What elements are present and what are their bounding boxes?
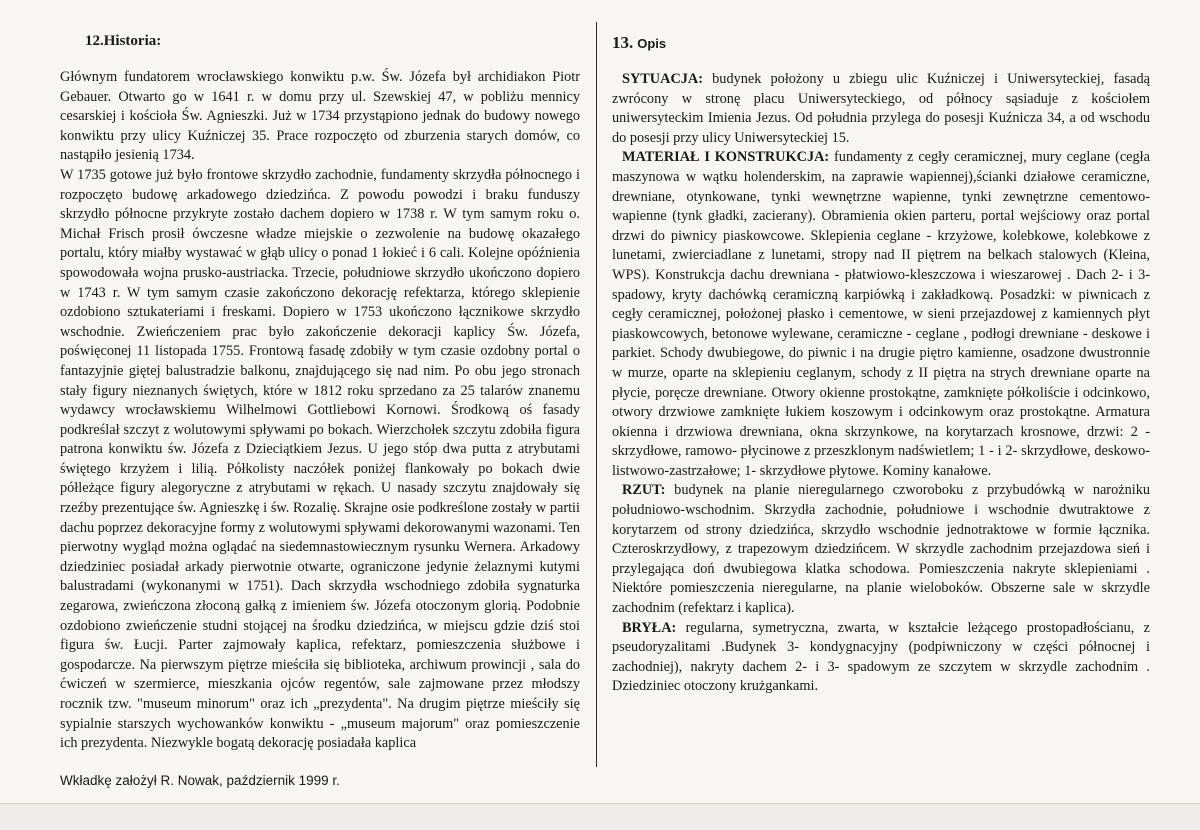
column-divider	[596, 22, 597, 767]
historia-paragraph-1: Głównym fundatorem wrocławskiego konwiktu p.w. Św. Józefa był archidiakon Piotr Gebauer. Otwarto go w 1641 r. w domu przy ul. Szewskiej 47, w pobliżu mennicy cesarskiej i kościoła Św. Agnieszki. Już w 1734 przystąpiono jednak do budowy nowego konwiktu przy ulicy Kuźniczej 35. Prace rozpoczęto od zburzenia starych domów, co nastąpiło jesienią 1734.	[60, 69, 580, 164]
term-text: regularna, symetryczna, zwarta, w kształcie leżącego prostopadłościanu, z pseudoryzalitami .Budynek 3- kondygnacyjny (podpiwniczony w części północnej i zachodniej), nakryty dachem 2- i 3- spadowym ze szczytem w skrzydle zachodnim . Dziedziniec otoczony krużgankami.	[612, 619, 1150, 695]
opis-section-rzut	[612, 481, 1150, 618]
section-heading-opis	[612, 33, 666, 53]
opis-section-bryla	[612, 619, 1150, 697]
section-heading-historia: 12.Historia:	[85, 33, 162, 49]
section-title: Opis	[637, 36, 667, 51]
opis-section-material	[612, 148, 1150, 481]
opis-section-sytuacja	[612, 70, 1150, 148]
page-edge	[0, 803, 1200, 830]
term-label: SYTUACJA:	[622, 71, 704, 87]
term-text: fundamenty z cegły ceramicznej, mury ceglane (cegła maszynowa w wątku holenderskim, na zaprawie wapiennej),ścianki działowe ceramiczne, drewniane, otynkowane, tynki wewnętrzne wapienne, tynki zewnętrzne cementowo-wapienne (tynk gładki, zacierany). Obramienia okien parteru, portal wejściowy oraz portal drzwi do piwnicy piaskowcowe. Sklepienia ceglane - krzyżowe, kolebkowe, kolebkowe z lunetami, zwierciadlane z lunetami, stropy nad II piętrem na belkach stalowych (Kleina, WPS). Konstrukcja dachu drewniana - płatwiowo-kleszczowa i wieszarowej . Dach 2- i 3- spadowy, kryty dachówką ceramiczną karpiówką i zakładkową. Posadzki: w piwnicach z cegły ceramicznej, położonej płasko i cementowe, w sieni przejazdowej z kamiennych płyt piaskowcowych, betonowe wylewane, ceramiczne - ceglane , podłogi drewniane - deskowe i parkiet. Schody dwubiegowe, do piwnic i na drugie piętro kamienne, osadzone dwustronnie w murze, oparte na sklepieniu ceglanym, schody z II piętra na strych drewniane oparte na płycie, poręcze drewniane. Otwory okienne prostokątne, zamknięte półkoliście i odcinkowo, otwory drzwiowe zamknięte łukiem koszowym i odcinkowym oraz prostokątne. Armatura okienna i drzwiowa drewniana, okna skrzynkowe, na korytarzach krosnowe, drzwi: 2 - skrzydłowe, ramowo- płycinowe z przeszklonym nadświetlem; 1 - i 2- skrzydłowe, deskowo-listwowo-zastrzałowe; 1- skrzydłowe płytowe. Kominy kanałowe.	[612, 149, 1150, 479]
opis-text	[612, 70, 1150, 697]
section-number: 13.	[612, 33, 634, 52]
footer-note: Wkładkę założył R. Nowak, październik 1999 r.	[60, 773, 340, 788]
historia-text	[60, 68, 580, 754]
term-text: budynek położony u zbiegu ulic Kuźniczej i Uniwersyteckiej, fasadą zwrócony w stronę placu Uniwersyteckiego, od północy sąsiaduje z kościołem uniwersyteckim Imienia Jezus. Od południa przylega do posesji Kuźnicza 34, a od wschodu do posesji przy ulicy Uniwersyteckiej 15.	[612, 71, 1150, 146]
historia-paragraph-2: W 1735 gotowe już było frontowe skrzydło zachodnie, fundamenty skrzydła północnego i rozpoczęto budowę arkadowego dziedzińca. Z powodu powodzi i braku funduszy skrzydło północne przykryte zostało dachem dopiero w 1738 r. W tym samym roku o. Michał Frisch prosił ówczesne władze miejskie o zezwolenie na budowę okazałego portalu, który miałby wystawać w głąb ulicy o ponad 1 łokieć i 6 cali. Kolejne opóźnienia spowodowała wojna prusko-austriacka. Trzecie, południowe skrzydło ukończono dopiero w 1743 r. W tym samym czasie zakończono dekorację refektarza, którego sklepienie ozdobiono sztukateriami i freskami. Dopiero w 1753 ukończono łącznikowe skrzydło wschodnie. Zwieńczeniem prac było zakończenie dekoracji kaplicy Św. Józefa, poświęconej 11 listopada 1755. Frontową fasadę zdobiły w tym czasie ozdobny portal o fantazyjnie giętej balustradzie balkonu, znajdującego się nad nim. Po obu jego stronach stały figury nieznanych świętych, które w 1812 roku sprzedano za 25 talarów znanemu wydawcy wrocławskiemu Wilhelmowi Gottliebowi Kornowi. Środkową oś fasady podkreślał szczyt z wolutowymi spływami po bokach. Wierzchołek szczytu zdobiła figura patrona konwiktu św. Józefa z Dzieciątkiem Jezus. U jego stóp dwa putta z atrybutami świętego krzyżem i lilią. Półkolisty naczółek poniżej flankowały po bokach dwie półleżące figury alegoryczne z atrybutami w rękach. U nasady szczytu znajdowały się rzeźby prezentujące św. Agnieszkę i św. Rozalię. Skrajne osie podkreślone zostały w partii dachu poprzez dekoracyjne formy z wolutowymi spływami dekorowanymi wazonami. Ten pierwotny wygląd można oglądać na siedemnastowiecznym rysunku Wernera. Arkadowy dziedziniec posiadał arkady pierwotnie otwarte, ograniczone jedynie żelaznymi kutymi balustradami (wykonanymi w 1751). Dach skrzydła wschodniego zdobiła sygnaturka zegarowa, zwieńczona złoconą gałką z imieniem św. Józefa otoczonym glorią. Podobnie ozdobiono zwieńczenie studni stojącej na środku dziedzińca, w miejscu gdzie dziś stoi figura św. Łucji. Parter zajmowały kaplica, refektarz, pomieszczenia służbowe i gospodarcze. Na pierwszym piętrze mieściła się biblioteka, archiwum prowincji , sala do ćwiczeń w szermierce, mieszkania ojców regentów, sale zajmowane przez młodszy rocznik tzw. "museum minorum" oraz ich „prezydenta". Na drugim piętrze mieściły się sypialnie starszych wychowanków konwiktu - „museum majorum" oraz pomieszczenie ich prezydenta. Niezwykle bogatą dekorację posiadała kaplica	[60, 166, 580, 752]
term-label: RZUT:	[622, 482, 666, 499]
term-label: MATERIAŁ I KONSTRUKCJA:	[622, 149, 830, 166]
term-label: BRYŁA:	[622, 619, 677, 636]
term-text: budynek na planie nieregularnego czworoboku z przybudówką w narożniku południowo-wschodnim. Skrzydła zachodnie, południowe i wschodnie dwutraktowe z korytarzem od strony dziedzińca, skrzydło wschodnie jednotraktowe w formie łącznika. Czteroskrzydłowy, z trapezowym dziedzińcem. W skrzydle zachodnim przejazdowa sień i przylegająca doń dwubiegowa klatka schodowa. Pomieszczenia nakryte sklepieniami . Niektóre pomieszczenia nieregularne, na planie wieloboków. Obszerne sale w skrzydle zachodnim (refektarz i kaplica).	[612, 482, 1150, 617]
